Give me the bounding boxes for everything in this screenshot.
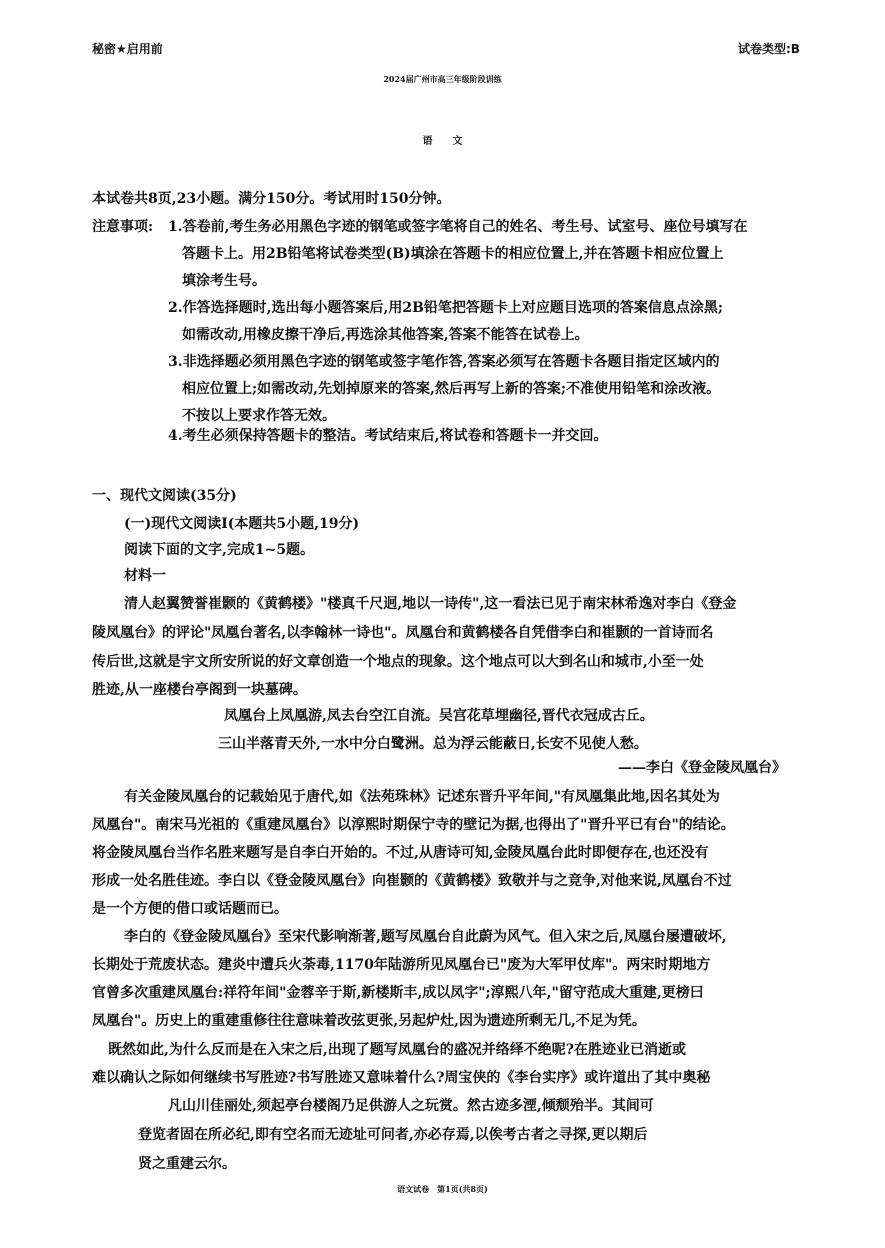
para2-line-5: 是一个方便的借口或话题而已。 bbox=[92, 901, 288, 917]
note-1-line-2: 答题卡上。用2B铅笔将试卷类型(B)填涂在答题卡的相应位置上,并在答题卡相应位置上 bbox=[182, 246, 724, 262]
para1-line-2: 陵凤凰台》的评论"凤凰台著名,以李翰林一诗也"。凤凰台和黄鹤楼各自凭借李白和崔颢的一首诗而名 bbox=[92, 625, 714, 641]
paper-type-label: 试卷类型:B bbox=[738, 42, 800, 56]
exam-title: 2024届广州市高三年级阶段训练 bbox=[383, 74, 502, 84]
poem-line-2: 三山半落青天外,一水中分白鹭洲。总为浮云能蔽日,长安不见使人愁。 bbox=[218, 736, 648, 752]
note-2-line-2: 如需改动,用橡皮擦干净后,再选涂其他答案,答案不能答在试卷上。 bbox=[182, 327, 589, 343]
poem-source: ——李白《登金陵凤凰台》 bbox=[618, 760, 786, 776]
para2-line-4: 形成一处名胜佳迹。李白以《登金陵凤凰台》向崔颢的《黄鹤楼》致敬并与之竞争,对他来说,凤凰台不过 bbox=[92, 873, 732, 889]
para3-line-1: 李白的《登金陵凤凰台》至宋代影响渐著,题写凤凰台自此蔚为风气。但入宋之后,凤凰台屡遭破坏, bbox=[124, 929, 727, 945]
para4-line-2: 难以确认之际如何继续书写胜迹?书写胜迹又意味着什么?周宝侠的《李台实序》或许道出了其中奥秘 bbox=[92, 1070, 711, 1086]
exam-intro: 本试卷共8页,23小题。满分150分。考试用时150分钟。 bbox=[92, 191, 451, 207]
note-3-line-2: 相应位置上;如需改动,先划掉原来的答案,然后再写上新的答案;不准使用铅笔和涂改液。 bbox=[182, 381, 721, 397]
para1-line-3: 传后世,这就是宇文所安所说的好文章创造一个地点的现象。这个地点可以大到名山和城市,小至一处 bbox=[92, 654, 704, 670]
secret-label: 秘密★启用前 bbox=[92, 42, 163, 56]
para3-line-2: 长期处于荒废状态。建炎中遭兵火荼毒,1170年陆游所见凤凰台已"废为大军甲仗库"。两宋时期地方 bbox=[92, 957, 711, 973]
page-footer: 语文试卷 第1页(共8页) bbox=[397, 1184, 488, 1194]
para1-line-1: 清人赵翼赞誉崔颢的《黄鹤楼》"楼真千尺迥,地以一诗传",这一看法已见于南宋林希逸对李白《登金 bbox=[124, 596, 737, 612]
para2-line-1: 有关金陵凤凰台的记载始见于唐代,如《法苑珠林》记述东晋升平年间,"有凤凰集此地,因名其处为 bbox=[124, 789, 720, 805]
subsection-heading: (一)现代文阅读Ⅰ(本题共5小题,19分) bbox=[124, 516, 360, 532]
quote-line-3: 贤之重建云尔。 bbox=[138, 1156, 236, 1172]
section-heading: 一、现代文阅读(35分) bbox=[92, 488, 237, 504]
note-3-line-3: 不按以上要求作答无效。 bbox=[182, 408, 336, 424]
note-2-line-1: 2.作答选择题时,选出每小题答案后,用2B铅笔把答题卡上对应题目选项的答案信息点涂黑; bbox=[168, 300, 724, 316]
quote-line-2: 登览者固在所必纪,即有空名而无迹址可问者,亦必存焉,以俟考古者之寻探,更以期后 bbox=[138, 1127, 648, 1143]
para1-line-4: 胜迹,从一座楼台亭阁到一块墓碑。 bbox=[92, 682, 307, 698]
para2-line-3: 将金陵凤凰台当作名胜来题写是自李白开始的。不过,从唐诗可知,金陵凤凰台此时即便存在,也还没有 bbox=[92, 845, 709, 861]
subject-title: 语 文 bbox=[422, 136, 463, 147]
para4-line-1: 既然如此,为什么反而是在入宋之后,出现了题写凤凰台的盛况并络绎不绝呢?在胜迹业已消逝或 bbox=[108, 1042, 686, 1058]
para3-line-4: 凤凰台"。历史上的重建重修往往意味着改弦更张,另起炉灶,因为遗迹所剩无几,不足为凭。 bbox=[92, 1013, 646, 1029]
material-label: 材料一 bbox=[124, 568, 166, 584]
para2-line-2: 凤凰台"。南宋马光祖的《重建凤凰台》以淳熙时期保宁寺的壁记为据,也得出了"晋升平已有台"的结论。 bbox=[92, 817, 735, 833]
note-1-line-1: 1.答卷前,考生务必用黑色字迹的钢笔或签字笔将自己的姓名、考生号、试室号、座位号填写在 bbox=[168, 219, 748, 235]
note-3-line-1: 3.非选择题必须用黑色字迹的钢笔或签字笔作答,答案必须写在答题卡各题目指定区域内的 bbox=[168, 354, 720, 370]
notes-label: 注意事项: bbox=[92, 219, 154, 235]
note-1-line-3: 填涂考生号。 bbox=[182, 273, 266, 289]
note-4-line-1: 4.考生必须保持答题卡的整洁。考试结束后,将试卷和答题卡一并交回。 bbox=[168, 428, 608, 444]
reading-instruction: 阅读下面的文字,完成1~5题。 bbox=[124, 542, 315, 558]
para3-line-3: 官曾多次重建凤凰台:祥符年间"金蓉辛于斯,新楼斯丰,成以凤字";淳熙八年,"留守范成大重建,更榜曰 bbox=[92, 985, 704, 1001]
quote-line-1: 凡山川佳丽处,须起亭台楼阁乃足供游人之玩赏。然古迹多湮,倾颓殆半。其间可 bbox=[168, 1098, 654, 1114]
poem-line-1: 凤凰台上凤凰游,凤去台空江自流。吴宫花草埋幽径,晋代衣冠成古丘。 bbox=[224, 708, 654, 724]
